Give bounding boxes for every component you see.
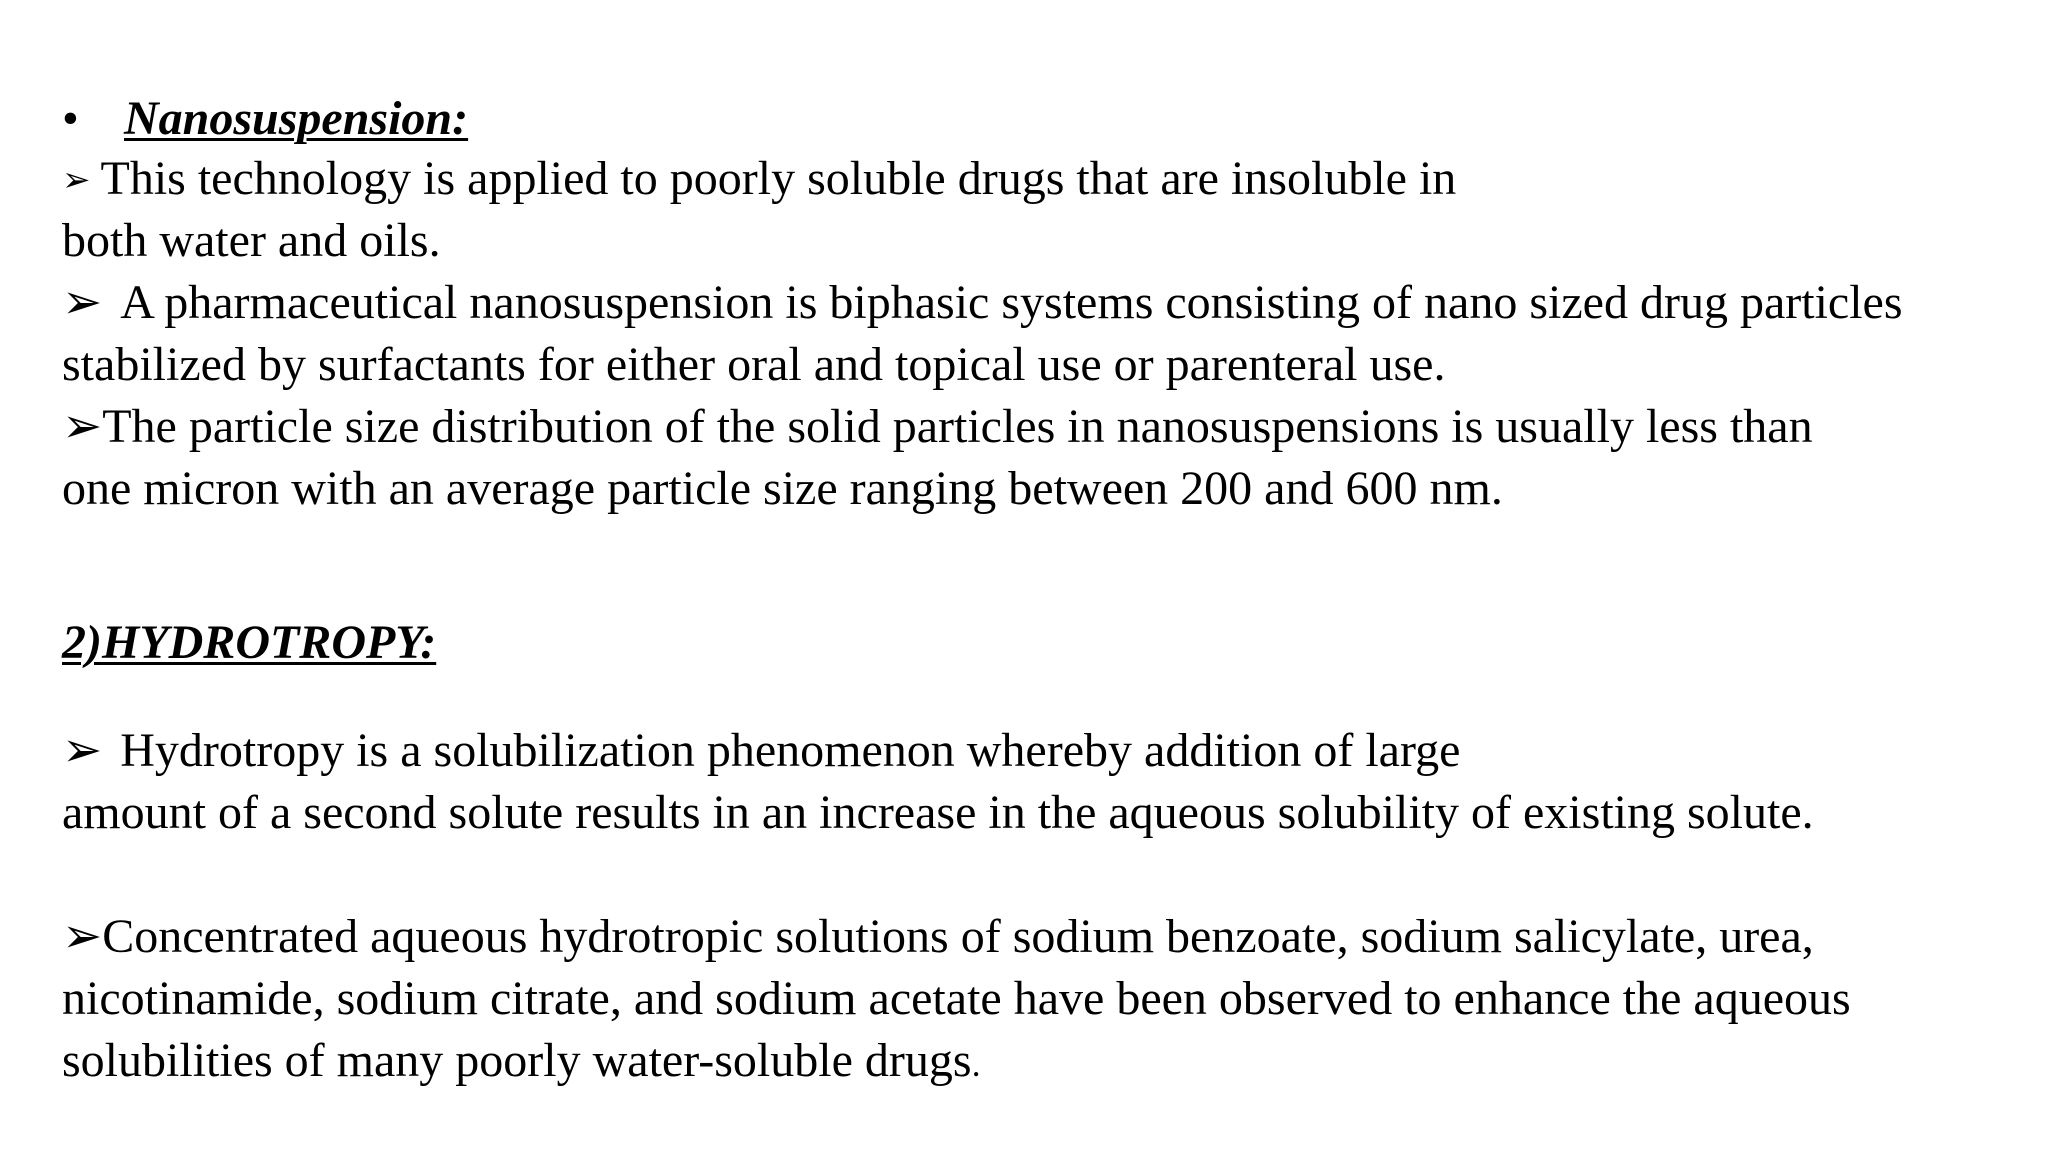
- nano-p1-line2: [62, 210, 441, 272]
- hydro-p1-line1: [62, 720, 1460, 782]
- arrow-bullet-icon: ➢: [62, 724, 103, 777]
- nano-p2-line1: [62, 272, 1903, 334]
- nano-p1-line1: [62, 148, 1456, 212]
- nano-p3-text-2: one micron with an average particle size ranging between 200 and 600 nm.: [62, 462, 1503, 515]
- hydro-p2-line3: [62, 1030, 981, 1095]
- hydrotropy-heading: 2)HYDROTROPY:: [62, 616, 437, 669]
- arrow-bullet-icon: ➢: [62, 162, 91, 199]
- bullet-icon: •: [62, 92, 79, 145]
- hydro-p1-text-1: Hydrotropy is a solubilization phenomenon whereby addition of large: [120, 724, 1461, 777]
- nano-p3-line1: [62, 396, 1813, 458]
- nanosuspension-heading: Nanosuspension:: [124, 92, 469, 145]
- hydro-p2-text-3: solubilities of many poorly water-soluble drugs: [62, 1034, 972, 1087]
- hydro-p2-text-1: Concentrated aqueous hydrotropic solutions of sodium benzoate, sodium salicylate, urea,: [102, 910, 1814, 963]
- nano-p2-line2: [62, 334, 1445, 396]
- nano-p1-text-2: both water and oils.: [62, 214, 441, 267]
- nano-p1-text-1: This technology is applied to poorly soluble drugs that are insoluble in: [100, 152, 1457, 205]
- nano-p3-text-1: The particle size distribution of the solid particles in nanosuspensions is usually less than: [102, 400, 1813, 453]
- hydro-p2-line2: [62, 968, 1851, 1030]
- arrow-bullet-icon: ➢: [62, 910, 103, 963]
- nanosuspension-heading-line: [62, 88, 468, 150]
- hydro-p2-line1: [62, 906, 1814, 968]
- hydro-p2-end: .: [971, 1044, 981, 1084]
- nano-p3-line2: [62, 458, 1503, 520]
- hydro-p1-text-2: amount of a second solute results in an increase in the aqueous solubility of existing solute.: [62, 786, 1814, 839]
- hydro-p2-text-2: nicotinamide, sodium citrate, and sodium acetate have been observed to enhance the aqueous: [62, 972, 1851, 1025]
- arrow-bullet-icon: ➢: [62, 276, 103, 329]
- hydrotropy-heading-line: [62, 612, 436, 674]
- hydro-p1-line2: [62, 782, 1814, 844]
- nano-p2-text-2: stabilized by surfactants for either oral and topical use or parenteral use.: [62, 338, 1446, 391]
- nano-p2-text-1: A pharmaceutical nanosuspension is biphasic systems consisting of nano sized drug particles: [120, 276, 1903, 329]
- arrow-bullet-icon: ➢: [62, 400, 103, 453]
